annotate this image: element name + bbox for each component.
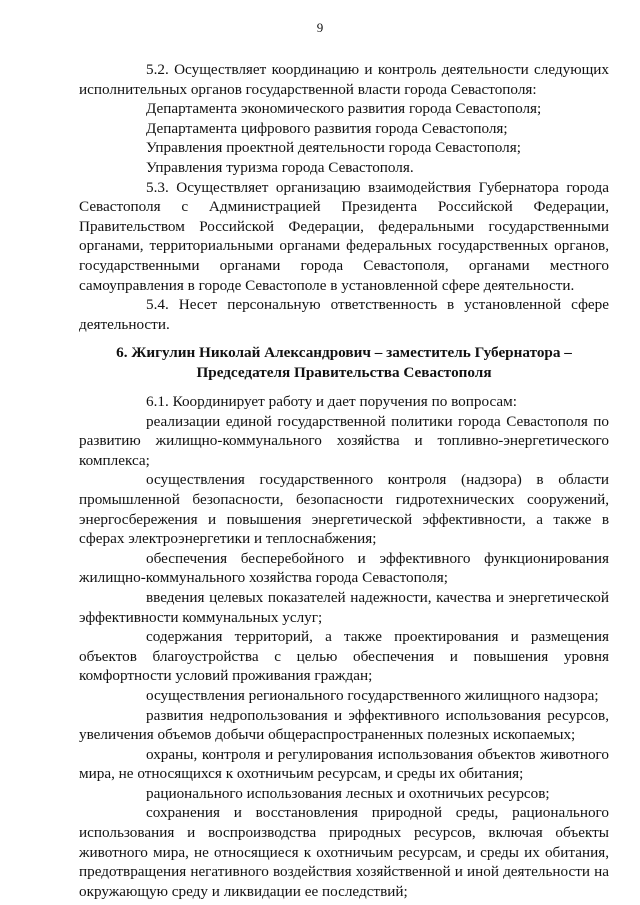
paragraph: осуществления регионального государственного жилищного надзора;: [146, 686, 599, 704]
paragraph: Управления туризма города Севастополя.: [146, 158, 414, 176]
paragraph: содержания территорий, а также проектирования и размещения объектов благоустройства с целью обеспечения и повышения уровня комфортности условий проживания граждан;: [79, 628, 609, 685]
paragraph: обеспечения бесперебойного и эффективного функционирования жилищно-коммунального хозяйства города Севастополя;: [79, 549, 609, 587]
heading-line: 6. Жигулин Николай Александрович – заместитель Губернатора –: [116, 344, 572, 361]
section-6-text: [79, 392, 609, 901]
paragraph: 5.4. Несет персональную ответственность в установленной сфере деятельности.: [79, 296, 609, 333]
paragraph: рационального использования лесных и охотничьих ресурсов;: [146, 784, 550, 802]
paragraph: Управления проектной деятельности города Севастополя;: [146, 139, 521, 157]
paragraph: введения целевых показателей надежности, качества и энергетической эффективности коммунальных услуг;: [79, 588, 609, 626]
page-number: 9: [316, 20, 324, 35]
paragraph: Департамента экономического развития города Севастополя;: [146, 100, 542, 118]
paragraph: 6.1. Координирует работу и дает поручения по вопросам:: [146, 393, 517, 410]
paragraph: развития недропользования и эффективного использования ресурсов, увеличения объемов добычи общераспространенных полезных ископаемых;: [79, 706, 609, 744]
paragraph: охраны, контроля и регулирования использования объектов животного мира, не относящихся к охотничьим ресурсам, и среды их обитания;: [79, 745, 609, 783]
section-heading: [79, 343, 609, 382]
paragraph: реализации единой государственной политики города Севастополя по развитию жилищно-коммунального хозяйства и топливно-энергетического комплекса;: [79, 412, 609, 469]
section-5-text: [79, 60, 609, 334]
paragraph: сохранения и восстановления природной среды, рационального использования и воспроизводства природных ресурсов, включая объекты животного мира, не относящиеся к охотничьим ресурсам, и среды их обитания, предотвращения негативного воздействия хозяйственной и иной деятельности на окружающую среду и ликвидации ее последствий;: [79, 804, 609, 900]
paragraph: Департамента цифрового развития города Севастополя;: [146, 119, 508, 137]
paragraph: 5.2. Осуществляет координацию и контроль деятельности следующих исполнительных органов государственной власти города Севастополя:: [79, 61, 609, 98]
paragraph: 5.3. Осуществляет организацию взаимодействия Губернатора города Севастополя с Администрацией Президента Российской Федерации, Правительством Российской Федерации, федеральными государственными органами, территориальными органами федеральных государственных органов, государственными органами города Севастополя, органами местного самоуправления в городе Севастополе в установленной сфере деятельности.: [79, 178, 609, 294]
heading-line: Председателя Правительства Севастополя: [196, 363, 492, 381]
paragraph: осуществления государственного контроля (надзора) в области промышленной безопасности, безопасности гидротехнических сооружений, энергосбережения и повышения энергетической эффективности, а также в сферах электроэнергетики и теплоснабжения;: [79, 471, 609, 548]
